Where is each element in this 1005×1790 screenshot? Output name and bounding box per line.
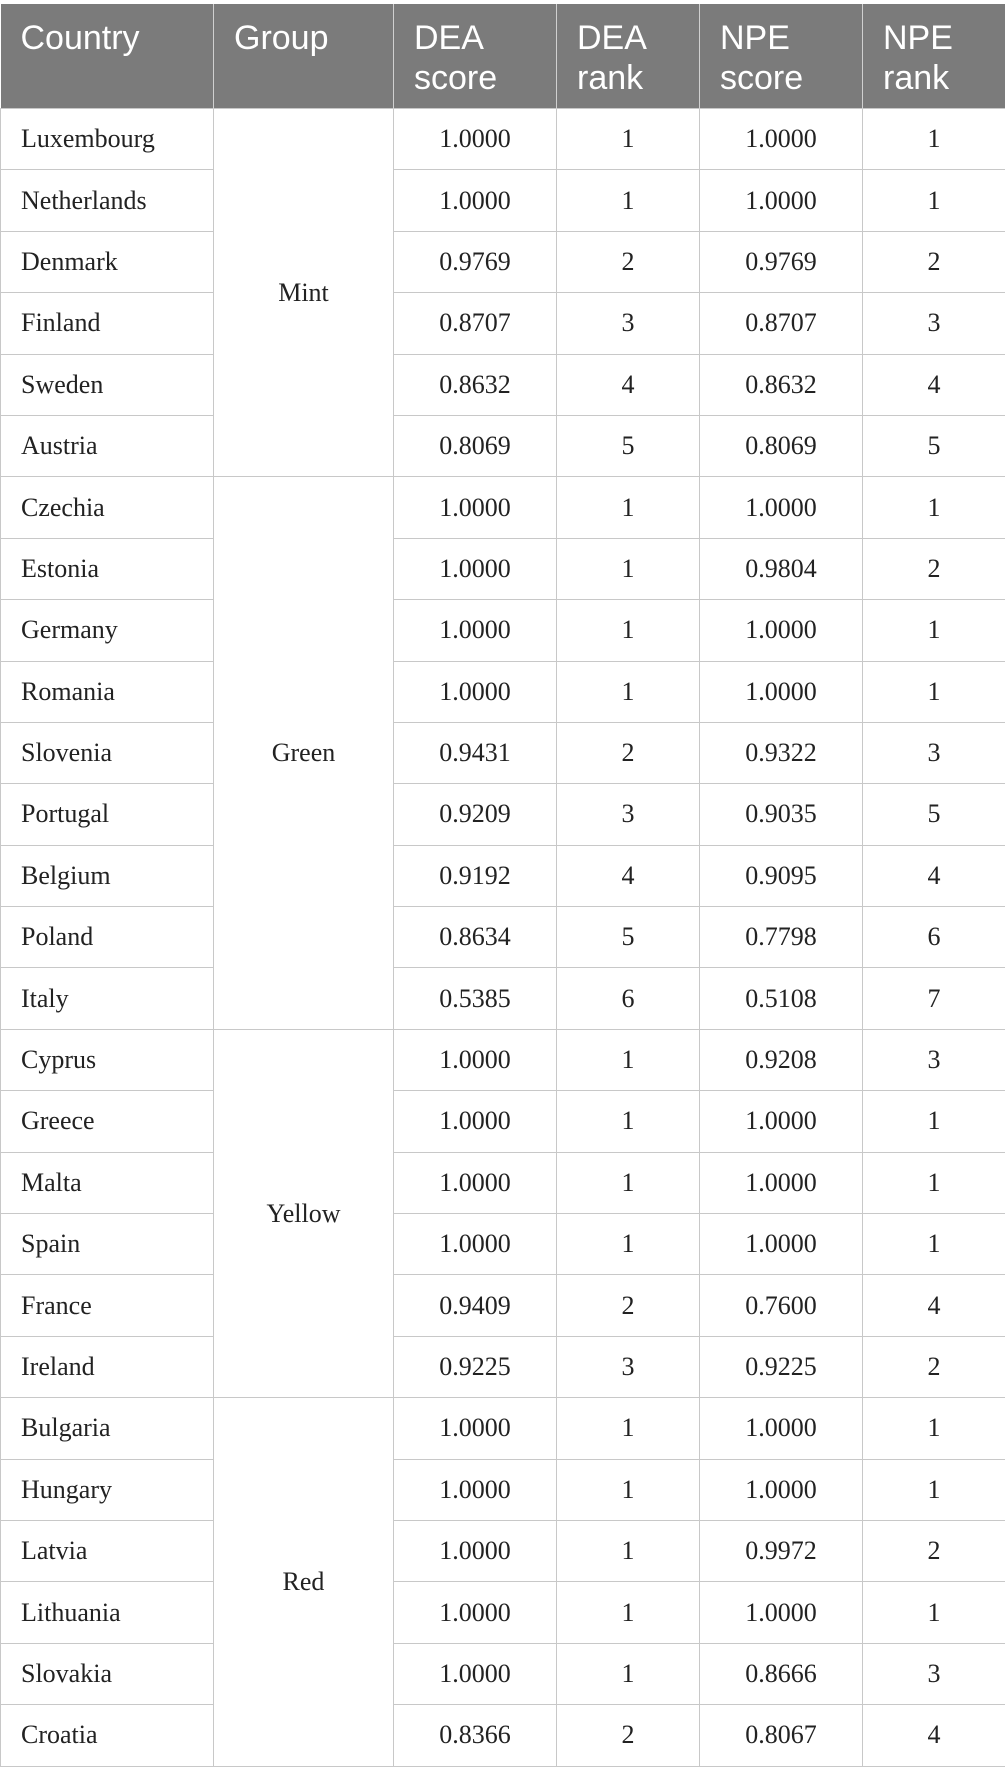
country-cell: Finland [1, 293, 214, 354]
npe-score-cell: 0.9208 [700, 1029, 863, 1090]
npe-score-cell: 0.7600 [700, 1275, 863, 1336]
dea-rank-cell: 3 [557, 1336, 700, 1397]
dea-score-cell: 0.9192 [394, 845, 557, 906]
header-dea-score [394, 4, 557, 109]
dea-score-cell: 1.0000 [394, 1029, 557, 1090]
country-cell: Malta [1, 1152, 214, 1213]
country-cell: Estonia [1, 538, 214, 599]
dea-score-cell: 1.0000 [394, 1459, 557, 1520]
table-row [1, 722, 1005, 783]
npe-rank-cell: 4 [863, 354, 1005, 415]
npe-rank-cell: 3 [863, 1029, 1005, 1090]
country-cell: Austria [1, 415, 214, 476]
country-cell: Denmark [1, 231, 214, 292]
dea-rank-cell: 4 [557, 845, 700, 906]
npe-score-cell: 0.8666 [700, 1643, 863, 1704]
dea-rank-cell: 2 [557, 722, 700, 783]
country-cell: Ireland [1, 1336, 214, 1397]
npe-rank-cell: 1 [863, 1459, 1005, 1520]
npe-score-cell: 0.9322 [700, 722, 863, 783]
npe-rank-cell: 2 [863, 1336, 1005, 1397]
dea-rank-cell: 1 [557, 477, 700, 538]
table-row [1, 1582, 1005, 1643]
group-cell: Green [214, 477, 394, 1030]
dea-score-cell: 0.8366 [394, 1705, 557, 1766]
country-cell: Slovenia [1, 722, 214, 783]
npe-score-cell: 0.7798 [700, 907, 863, 968]
header-dea-score-line: score [414, 59, 498, 97]
npe-score-cell: 0.9095 [700, 845, 863, 906]
country-cell: Romania [1, 661, 214, 722]
group-cell: Red [214, 1398, 394, 1766]
npe-score-cell: 0.8707 [700, 293, 863, 354]
header-npe-score-line: score [720, 59, 804, 97]
table-row [1, 1520, 1005, 1581]
dea-score-cell: 0.9769 [394, 231, 557, 292]
dea-score-cell: 0.8634 [394, 907, 557, 968]
npe-rank-cell: 1 [863, 1214, 1005, 1275]
dea-rank-cell: 1 [557, 1520, 700, 1581]
npe-rank-cell: 2 [863, 1520, 1005, 1581]
country-cell: Latvia [1, 1520, 214, 1581]
npe-rank-cell: 1 [863, 170, 1005, 231]
table-row [1, 1152, 1005, 1213]
country-cell: Belgium [1, 845, 214, 906]
table-row [1, 477, 1005, 538]
table-row [1, 1643, 1005, 1704]
table-row [1, 1091, 1005, 1152]
npe-rank-cell: 1 [863, 1152, 1005, 1213]
country-cell: Poland [1, 907, 214, 968]
npe-rank-cell: 3 [863, 722, 1005, 783]
table-row [1, 354, 1005, 415]
table-row [1, 231, 1005, 292]
dea-rank-cell: 1 [557, 1214, 700, 1275]
npe-rank-cell: 1 [863, 661, 1005, 722]
country-cell: Spain [1, 1214, 214, 1275]
country-cell: Czechia [1, 477, 214, 538]
npe-score-cell: 1.0000 [700, 1459, 863, 1520]
table-row [1, 1705, 1005, 1766]
table-row [1, 661, 1005, 722]
country-cell: France [1, 1275, 214, 1336]
npe-score-cell: 1.0000 [700, 1582, 863, 1643]
header-dea-rank [557, 4, 700, 109]
header-country-line: Country [20, 19, 140, 57]
dea-rank-cell: 1 [557, 1398, 700, 1459]
npe-rank-cell: 4 [863, 1705, 1005, 1766]
npe-score-cell: 1.0000 [700, 661, 863, 722]
dea-rank-cell: 1 [557, 170, 700, 231]
dea-score-cell: 0.8707 [394, 293, 557, 354]
table-row [1, 968, 1005, 1029]
npe-rank-cell: 1 [863, 600, 1005, 661]
header-country [1, 4, 214, 109]
npe-score-cell: 1.0000 [700, 1214, 863, 1275]
npe-score-cell: 0.8069 [700, 415, 863, 476]
npe-score-cell: 1.0000 [700, 1152, 863, 1213]
dea-score-cell: 0.9225 [394, 1336, 557, 1397]
dea-score-cell: 1.0000 [394, 600, 557, 661]
dea-score-cell: 0.8632 [394, 354, 557, 415]
dea-score-cell: 0.9431 [394, 722, 557, 783]
dea-score-cell: 0.8069 [394, 415, 557, 476]
npe-score-cell: 1.0000 [700, 170, 863, 231]
table-row [1, 1275, 1005, 1336]
header-dea-rank-line: rank [577, 59, 644, 97]
dea-score-cell: 1.0000 [394, 538, 557, 599]
dea-rank-cell: 1 [557, 109, 700, 170]
table-row [1, 1336, 1005, 1397]
header-dea-rank-line: DEA [577, 19, 647, 57]
dea-rank-cell: 1 [557, 1643, 700, 1704]
npe-score-cell: 1.0000 [700, 1398, 863, 1459]
country-cell: Greece [1, 1091, 214, 1152]
header-npe-rank-line: rank [883, 59, 950, 97]
table-row [1, 784, 1005, 845]
table-row [1, 1214, 1005, 1275]
npe-rank-cell: 3 [863, 1643, 1005, 1704]
dea-score-cell: 1.0000 [394, 1214, 557, 1275]
dea-score-cell: 1.0000 [394, 661, 557, 722]
npe-score-cell: 0.9972 [700, 1520, 863, 1581]
dea-rank-cell: 3 [557, 784, 700, 845]
table-row [1, 845, 1005, 906]
npe-score-cell: 0.8632 [700, 354, 863, 415]
npe-score-cell: 0.9225 [700, 1336, 863, 1397]
npe-rank-cell: 6 [863, 907, 1005, 968]
header-group-line: Group [234, 19, 329, 57]
header-npe-rank-line: NPE [883, 19, 953, 57]
dea-rank-cell: 1 [557, 600, 700, 661]
npe-rank-cell: 1 [863, 1091, 1005, 1152]
country-cell: Portugal [1, 784, 214, 845]
table-header [1, 4, 1005, 109]
dea-score-cell: 0.5385 [394, 968, 557, 1029]
dea-score-cell: 1.0000 [394, 1398, 557, 1459]
group-cell: Mint [214, 109, 394, 477]
npe-rank-cell: 2 [863, 231, 1005, 292]
npe-score-cell: 0.9804 [700, 538, 863, 599]
dea-score-cell: 1.0000 [394, 1643, 557, 1704]
npe-rank-cell: 7 [863, 968, 1005, 1029]
npe-rank-cell: 4 [863, 845, 1005, 906]
npe-score-cell: 1.0000 [700, 600, 863, 661]
header-npe-score-line: NPE [720, 19, 790, 57]
table-row [1, 293, 1005, 354]
dea-score-cell: 1.0000 [394, 477, 557, 538]
table-row [1, 907, 1005, 968]
group-cell: Yellow [214, 1029, 394, 1397]
npe-rank-cell: 3 [863, 293, 1005, 354]
table-row [1, 600, 1005, 661]
dea-rank-cell: 5 [557, 415, 700, 476]
table-row [1, 538, 1005, 599]
dea-score-cell: 0.9409 [394, 1275, 557, 1336]
npe-rank-cell: 1 [863, 1398, 1005, 1459]
dea-score-cell: 1.0000 [394, 170, 557, 231]
table-body [1, 109, 1005, 1767]
npe-rank-cell: 5 [863, 784, 1005, 845]
npe-score-cell: 0.8067 [700, 1705, 863, 1766]
header-npe-score [700, 4, 863, 109]
dea-rank-cell: 1 [557, 1582, 700, 1643]
dea-score-cell: 1.0000 [394, 109, 557, 170]
npe-rank-cell: 1 [863, 477, 1005, 538]
header-dea-score-line: DEA [414, 19, 484, 57]
npe-rank-cell: 1 [863, 1582, 1005, 1643]
npe-score-cell: 1.0000 [700, 109, 863, 170]
dea-rank-cell: 4 [557, 354, 700, 415]
country-cell: Netherlands [1, 170, 214, 231]
dea-rank-cell: 2 [557, 1705, 700, 1766]
npe-score-cell: 1.0000 [700, 477, 863, 538]
npe-rank-cell: 4 [863, 1275, 1005, 1336]
country-cell: Hungary [1, 1459, 214, 1520]
country-cell: Croatia [1, 1705, 214, 1766]
npe-rank-cell: 5 [863, 415, 1005, 476]
country-cell: Cyprus [1, 1029, 214, 1090]
table-row [1, 1029, 1005, 1090]
dea-rank-cell: 1 [557, 1152, 700, 1213]
dea-score-cell: 1.0000 [394, 1582, 557, 1643]
header-npe-rank [863, 4, 1005, 109]
npe-score-cell: 0.9769 [700, 231, 863, 292]
dea-rank-cell: 2 [557, 231, 700, 292]
dea-rank-cell: 5 [557, 907, 700, 968]
dea-rank-cell: 1 [557, 661, 700, 722]
dea-rank-cell: 1 [557, 1091, 700, 1152]
dea-score-cell: 1.0000 [394, 1520, 557, 1581]
npe-rank-cell: 2 [863, 538, 1005, 599]
dea-rank-cell: 1 [557, 1459, 700, 1520]
country-cell: Sweden [1, 354, 214, 415]
table-row [1, 1398, 1005, 1459]
country-cell: Slovakia [1, 1643, 214, 1704]
dea-rank-cell: 2 [557, 1275, 700, 1336]
country-cell: Lithuania [1, 1582, 214, 1643]
dea-score-cell: 1.0000 [394, 1152, 557, 1213]
dea-rank-cell: 1 [557, 1029, 700, 1090]
npe-score-cell: 1.0000 [700, 1091, 863, 1152]
country-cell: Italy [1, 968, 214, 1029]
npe-score-cell: 0.5108 [700, 968, 863, 1029]
dea-rank-cell: 3 [557, 293, 700, 354]
table-row [1, 170, 1005, 231]
npe-score-cell: 0.9035 [700, 784, 863, 845]
header-group [214, 4, 394, 109]
table-row [1, 415, 1005, 476]
dea-rank-cell: 6 [557, 968, 700, 1029]
table-row [1, 1459, 1005, 1520]
country-cell: Germany [1, 600, 214, 661]
header-row [1, 4, 1005, 109]
country-cell: Bulgaria [1, 1398, 214, 1459]
results-table [0, 4, 1005, 1767]
npe-rank-cell: 1 [863, 109, 1005, 170]
dea-score-cell: 1.0000 [394, 1091, 557, 1152]
table-row [1, 109, 1005, 170]
dea-score-cell: 0.9209 [394, 784, 557, 845]
country-cell: Luxembourg [1, 109, 214, 170]
dea-rank-cell: 1 [557, 538, 700, 599]
